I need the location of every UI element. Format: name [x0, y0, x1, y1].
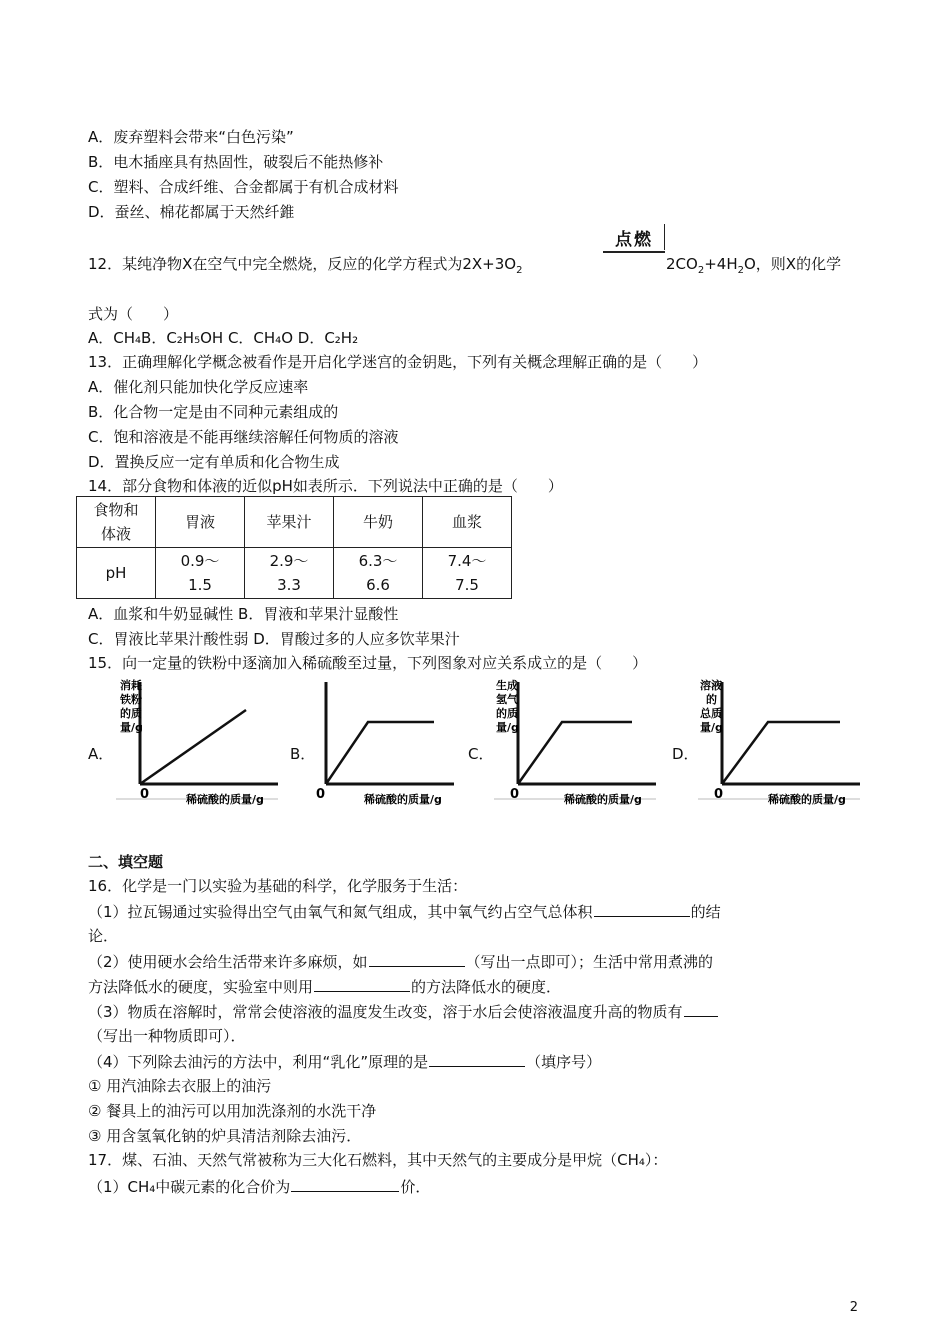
- section-title: 二、填空题: [88, 853, 164, 871]
- q16-p2c-text: 方法降低水的硬度，实验室中则用: [88, 978, 314, 996]
- q16-part4: [88, 1051, 601, 1072]
- table-header-cell: [77, 497, 156, 548]
- q16-p4-end: （填序号）: [526, 1053, 602, 1071]
- graph-b: [310, 676, 460, 806]
- q11-option-b: B．电木插座具有热固性，破裂后不能热修补: [88, 153, 384, 171]
- q14-options-ab: A．血浆和牛奶显碱性 B．胃液和苹果汁显酸性: [88, 605, 399, 623]
- product-co2: 2CO: [666, 255, 698, 273]
- table-row-label: pH: [77, 548, 156, 599]
- graph-c-label: C．: [468, 745, 494, 763]
- graph-c-ylabel: 生成: [496, 679, 518, 692]
- table-col-header: 牛奶: [334, 497, 423, 548]
- graph-b-origin: 0: [316, 787, 326, 802]
- graph-d-line: [722, 722, 840, 784]
- q16-p2-end: （写出一点即可）；生活中常用煮沸的: [465, 953, 714, 971]
- q16-p1-end: 的结: [690, 903, 721, 921]
- table-col-header: 苹果汁: [245, 497, 334, 548]
- graph-b-line: [326, 722, 434, 784]
- q14-stem: 14．部分食物和体液的近似pH如表所示．下列说法中正确的是（ ）: [88, 477, 563, 495]
- table-cell: 7.4～ 7.5: [423, 548, 512, 599]
- answer-blank[interactable]: [291, 1176, 399, 1192]
- table-cell: 0.9～ 1.5: [156, 548, 245, 599]
- graph-a-xlabel: 稀硫酸的质量/g: [186, 793, 264, 806]
- answer-blank[interactable]: [594, 901, 690, 917]
- svg-text:量/g: 量/g: [496, 721, 519, 734]
- graph-a-origin: 0: [140, 787, 150, 802]
- table-row: [77, 548, 512, 599]
- q12-stem-end: O，则X的化学: [743, 255, 842, 273]
- q13-option-d: D．置换反应一定有单质和化合物生成: [88, 453, 340, 471]
- q16-part1-cont: 论．: [88, 927, 119, 945]
- svg-text:氢气: 氢气: [496, 693, 518, 706]
- table-col-header: 胃液: [156, 497, 245, 548]
- answer-blank[interactable]: [369, 951, 465, 967]
- q13-option-a: A．催化剂只能加快化学反应速率: [88, 378, 309, 396]
- q11-option-a: A．废弃塑料会带来“白色污染”: [88, 128, 294, 146]
- q17-p1-text: （1）CH₄中碳元素的化合价为: [88, 1178, 291, 1196]
- graph-a-ylabel: 消耗: [120, 679, 142, 692]
- graph-b-xlabel: 稀硫酸的质量/g: [364, 793, 442, 806]
- graph-a: [112, 676, 282, 806]
- graph-c: [490, 676, 660, 806]
- equation-mark: [664, 224, 665, 250]
- svg-text:的质: 的质: [120, 707, 142, 720]
- q12-stem-post: $2CO_2+4H_2O$，则X的化学: [666, 255, 842, 276]
- q17-part1: [88, 1176, 430, 1197]
- graph-d-ylabel: 溶液: [700, 679, 722, 692]
- graph-c-xlabel: 稀硫酸的质量/g: [564, 793, 642, 806]
- table-row: [77, 497, 512, 548]
- q16-part3: [88, 1001, 719, 1022]
- graph-d: [694, 676, 864, 806]
- q16-part3-cont: （写出一种物质即可）．: [88, 1027, 246, 1045]
- table-cell: 6.3～ 6.6: [334, 548, 423, 599]
- graph-b-label: B．: [290, 745, 316, 763]
- q13-option-b: B．化合物一定是由不同种元素组成的: [88, 403, 339, 421]
- q12-stem: [88, 254, 522, 281]
- answer-blank[interactable]: [684, 1001, 718, 1017]
- svg-text:的: 的: [706, 693, 717, 706]
- graph-d-origin: 0: [714, 787, 724, 802]
- svg-text:量/g: 量/g: [700, 721, 723, 734]
- table-col-header: 血浆: [423, 497, 512, 548]
- graph-a-label: A．: [88, 745, 114, 763]
- q16-p1-text: （1）拉瓦锡通过实验得出空气由氧气和氮气组成，其中氧气约占空气总体积: [88, 903, 593, 921]
- q16-item-1: ① 用汽油除去衣服上的油污: [88, 1077, 272, 1095]
- q16-p2-text: （2）使用硬水会给生活带来许多麻烦，如: [88, 953, 368, 971]
- q12-options: A．CH₄B．C₂H₅OH C．CH₄O D．C₂H₂: [88, 329, 359, 347]
- svg-text:铁粉: 铁粉: [120, 693, 142, 706]
- svg-text:的质: 的质: [496, 707, 518, 720]
- condition-label: 点燃: [615, 230, 653, 250]
- header-line-1: 食物和: [93, 501, 139, 519]
- answer-blank[interactable]: [429, 1051, 525, 1067]
- svg-text:量/g: 量/g: [120, 721, 143, 734]
- answer-blank[interactable]: [314, 976, 410, 992]
- q16-item-3: ③ 用含氢氧化钠的炉具清洁剂除去油污．: [88, 1127, 362, 1145]
- q11-option-c: C．塑料、合成纤维、合金都属于有机合成材料: [88, 178, 399, 196]
- q16-p3-text: （3）物质在溶解时，常常会使溶液的温度发生改变，溶于水后会使溶液温度升高的物质有: [88, 1003, 683, 1021]
- graph-c-line: [518, 722, 632, 784]
- graph-d-xlabel: 稀硫酸的质量/g: [768, 793, 846, 806]
- graph-d-label: D．: [672, 745, 699, 763]
- svg-text:总质: 总质: [700, 707, 722, 720]
- graph-c-origin: 0: [510, 787, 520, 802]
- q15-stem: 15．向一定量的铁粉中逐滴加入稀硫酸至过量，下列图象对应关系成立的是（ ）: [88, 654, 648, 672]
- page-number: 2: [849, 1300, 858, 1315]
- graph-a-line: [140, 710, 246, 784]
- q12-stem-line2: 式为（ ）: [88, 305, 179, 323]
- product-h2o: +4H: [704, 255, 738, 273]
- q13-stem: 13．正确理解化学概念被看作是开启化学迷宫的金钥匙，下列有关概念理解正确的是（ ）: [88, 353, 708, 371]
- q16-p4-text: （4）下列除去油污的方法中，利用“乳化”原理的是: [88, 1053, 429, 1071]
- q16-stem: 16．化学是一门以实验为基础的科学，化学服务于生活：: [88, 877, 468, 895]
- q14-options-cd: C．胃液比苹果汁酸性弱 D．胃酸过多的人应多饮苹果汁: [88, 630, 460, 648]
- q16-part1: [88, 901, 721, 922]
- q17-p1-end: 价．: [400, 1178, 431, 1196]
- q12-stem-pre: 12．某纯净物X在空气中完全燃烧，反应的化学方程式为2X+3O: [88, 255, 517, 273]
- q17-stem: 17．煤、石油、天然气常被称为三大化石燃料，其中天然气的主要成分是甲烷（CH₄）：: [88, 1151, 668, 1169]
- table-cell: 2.9～ 3.3: [245, 548, 334, 599]
- q16-item-2: ② 餐具上的油污可以用加洗涤剂的水洗干净: [88, 1102, 377, 1120]
- ph-table: [76, 496, 512, 599]
- q16-part2: [88, 951, 713, 972]
- equation-arrow-line: [603, 251, 665, 253]
- q11-option-d: D．蚕丝、棉花都属于天然纤錐: [88, 203, 295, 221]
- header-line-2: 体液: [100, 525, 131, 543]
- q16-p2d-text: 的方法降低水的硬度．: [411, 978, 562, 996]
- q13-option-c: C．饱和溶液是不能再继续溶解任何物质的溶液: [88, 428, 399, 446]
- reaction-condition: [603, 230, 665, 253]
- sub-2: 2: [516, 265, 523, 276]
- q16-part2-cont: [88, 976, 561, 997]
